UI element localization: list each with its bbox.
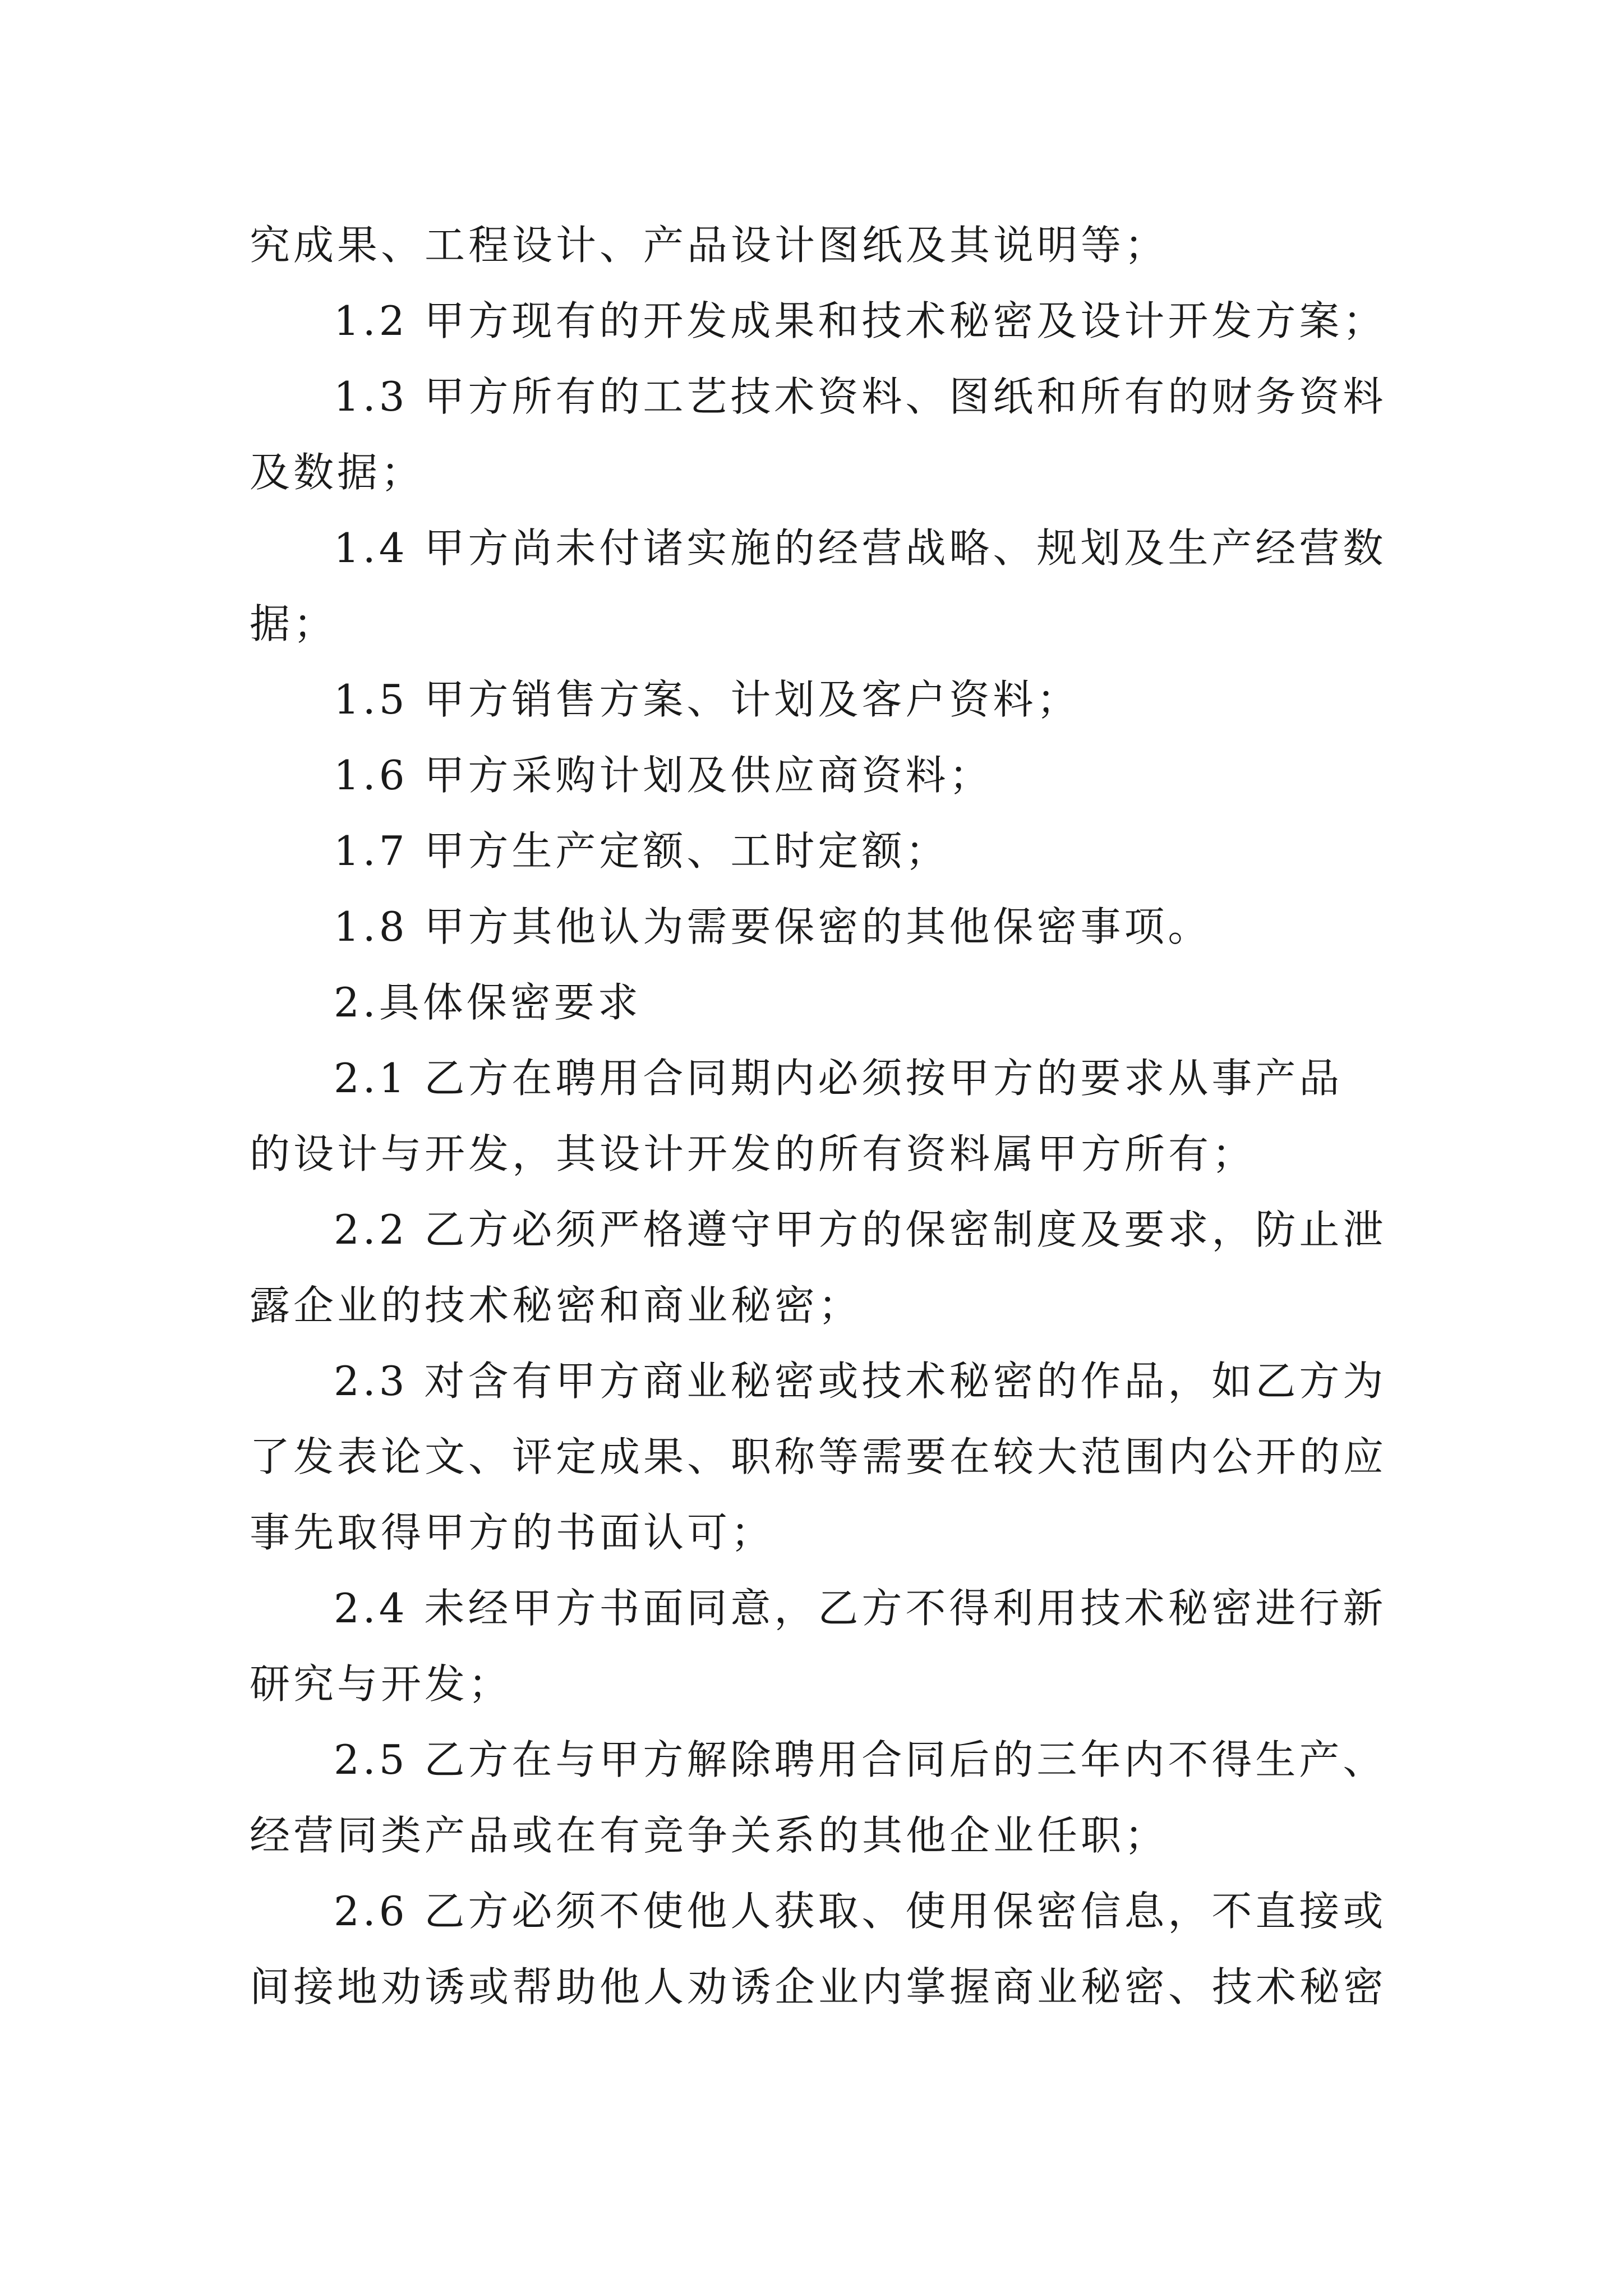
text-line: 间接地劝诱或帮助他人劝诱企业内掌握商业秘密、技术秘密 <box>250 1963 1387 2010</box>
text-line: 2.4 未经甲方书面同意，乙方不得利用技术秘密进行新 <box>334 1585 1387 1632</box>
text-line: 1.5 甲方销售方案、计划及客户资料； <box>334 676 1081 723</box>
text-line: 2.3 对含有甲方商业秘密或技术秘密的作品，如乙方为 <box>334 1358 1387 1405</box>
text-line: 1.3 甲方所有的工艺技术资料、图纸和所有的财务资料 <box>334 373 1387 420</box>
text-line: 2.6 乙方必须不使他人获取、使用保密信息，不直接或 <box>334 1888 1387 1935</box>
text-line: 1.8 甲方其他认为需要保密的其他保密事项。 <box>334 903 1212 950</box>
text-line: 究成果、工程设计、产品设计图纸及其说明等； <box>250 222 1169 269</box>
text-line: 经营同类产品或在有竞争关系的其他企业任职； <box>250 1812 1169 1859</box>
text-line: 1.4 甲方尚未付诸实施的经营战略、规划及生产经营数 <box>334 524 1387 572</box>
text-line: 2.1 乙方在聘用合同期内必须按甲方的要求从事产品 <box>334 1055 1343 1102</box>
text-line: 事先取得甲方的书面认可； <box>250 1509 775 1556</box>
text-line: 2.5 乙方在与甲方解除聘用合同后的三年内不得生产、 <box>334 1736 1387 1783</box>
text-line: 了发表论文、评定成果、职称等需要在较大范围内公开的应 <box>250 1433 1387 1480</box>
text-line: 研究与开发； <box>250 1660 513 1708</box>
text-line: 1.2 甲方现有的开发成果和技术秘密及设计开发方案； <box>334 297 1387 344</box>
text-line: 据； <box>250 600 338 647</box>
text-line: 露企业的技术秘密和商业秘密； <box>250 1282 863 1329</box>
text-line: 2.2 乙方必须严格遵守甲方的保密制度及要求，防止泄 <box>334 1206 1387 1253</box>
text-line: 的设计与开发，其设计开发的所有资料属甲方所有； <box>250 1130 1256 1177</box>
text-line: 及数据； <box>250 449 425 496</box>
section-heading: 2.具体保密要求 <box>334 979 642 1026</box>
text-line: 1.6 甲方采购计划及供应商资料； <box>334 752 993 799</box>
text-line: 1.7 甲方生产定额、工时定额； <box>334 827 949 875</box>
